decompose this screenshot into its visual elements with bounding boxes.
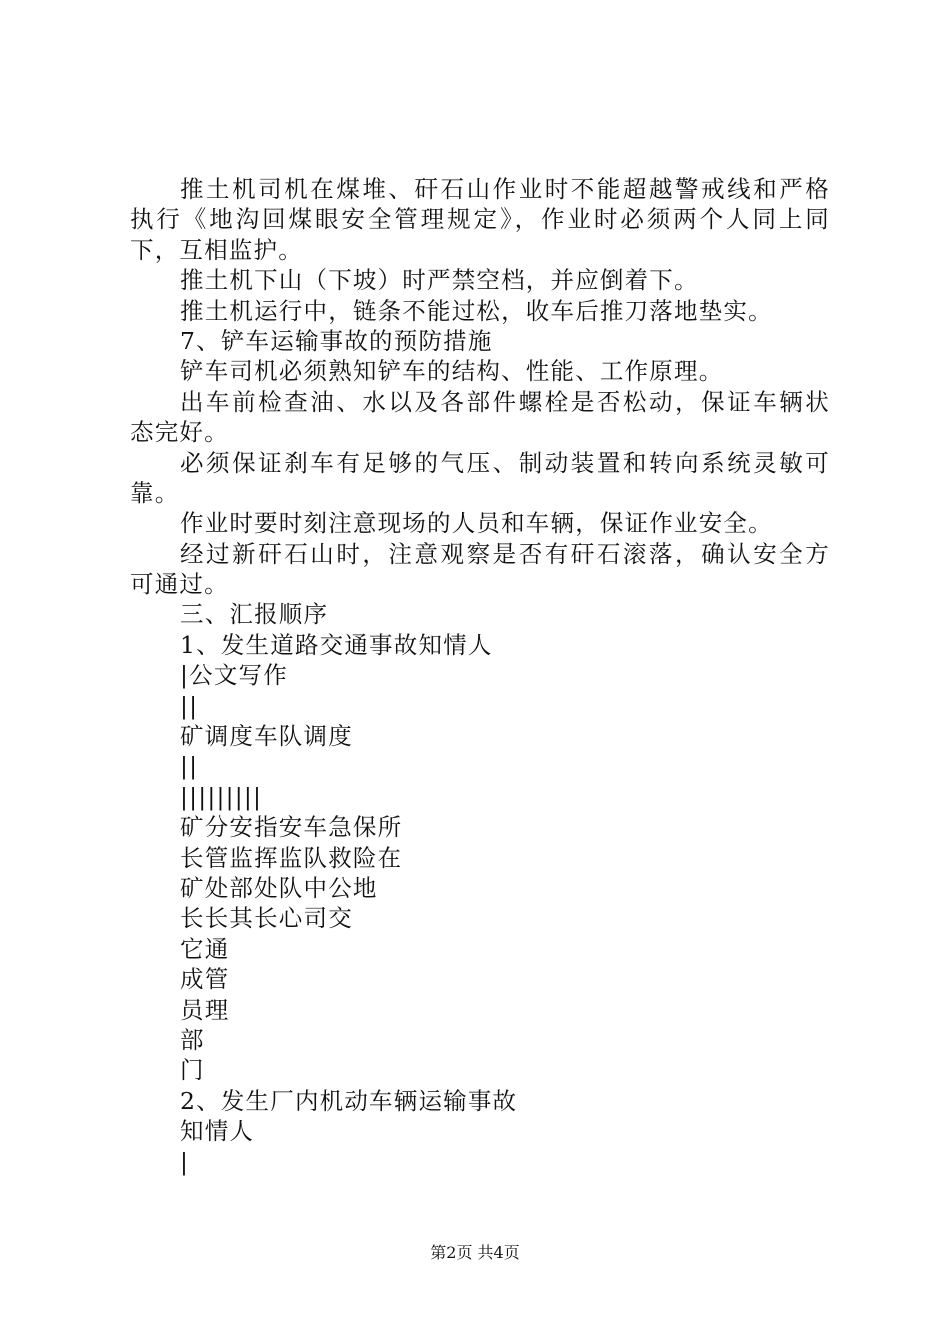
text-line: 铲车司机必须熟知铲车的结构、性能、工作原理。	[180, 357, 724, 386]
text-line: 矿调度车队调度	[180, 722, 353, 751]
text-line: |公文写作	[180, 661, 288, 690]
text-line: 下，互相监护。	[130, 235, 303, 264]
text-line: 矿分安指安车急保所	[180, 813, 403, 842]
text-line: 出车前检查油、水以及各部件螺栓是否松动，保证车辆状	[180, 387, 830, 416]
text-line: 成管	[180, 965, 230, 994]
text-line: 必须保证刹车有足够的气压、制动装置和转向系统灵敏可	[180, 448, 830, 477]
text-line: 员理	[180, 995, 230, 1024]
text-line: 矿处部处队中公地	[180, 873, 378, 902]
text-line: ||	[180, 752, 199, 781]
text-line: 靠。	[130, 478, 180, 507]
text-line: 2、发生厂内机动车辆运输事故	[180, 1086, 518, 1115]
text-line: |	[180, 1147, 190, 1176]
text-line: 经过新矸石山时，注意观察是否有矸石滚落，确认安全方	[180, 539, 830, 568]
page-footer: 第2页 共4页	[430, 1243, 520, 1262]
text-line: 执行《地沟回煤眼安全管理规定》，作业时必须两个人同上同	[130, 205, 830, 234]
text-line: 长管监挥监队救险在	[180, 843, 403, 872]
text-line: 作业时要时刻注意现场的人员和车辆，保证作业安全。	[180, 509, 773, 538]
text-line: 长长其长心司交	[180, 904, 353, 933]
text-line: 可通过。	[130, 570, 229, 599]
text-line: 部	[180, 1025, 205, 1054]
text-line: |||||||||	[180, 782, 263, 811]
text-line: 推土机运行中，链条不能过松，收车后推刀落地垫实。	[180, 296, 773, 325]
text-line: 门	[180, 1056, 205, 1085]
text-line: 三、汇报顺序	[180, 600, 329, 629]
text-line: 它通	[180, 934, 230, 963]
text-line: 推土机下山（下坡）时严禁空档，并应倒着下。	[180, 266, 699, 295]
text-line: ||	[180, 691, 199, 720]
text-line: 态完好。	[130, 418, 229, 447]
text-line: 7、铲车运输事故的预防措施	[180, 326, 493, 355]
text-line: 推土机司机在煤堆、矸石山作业时不能超越警戒线和严格	[180, 175, 830, 203]
text-line: 知情人	[180, 1117, 255, 1146]
document-body	[130, 174, 830, 1177]
text-line: 1、发生道路交通事故知情人	[180, 630, 493, 659]
